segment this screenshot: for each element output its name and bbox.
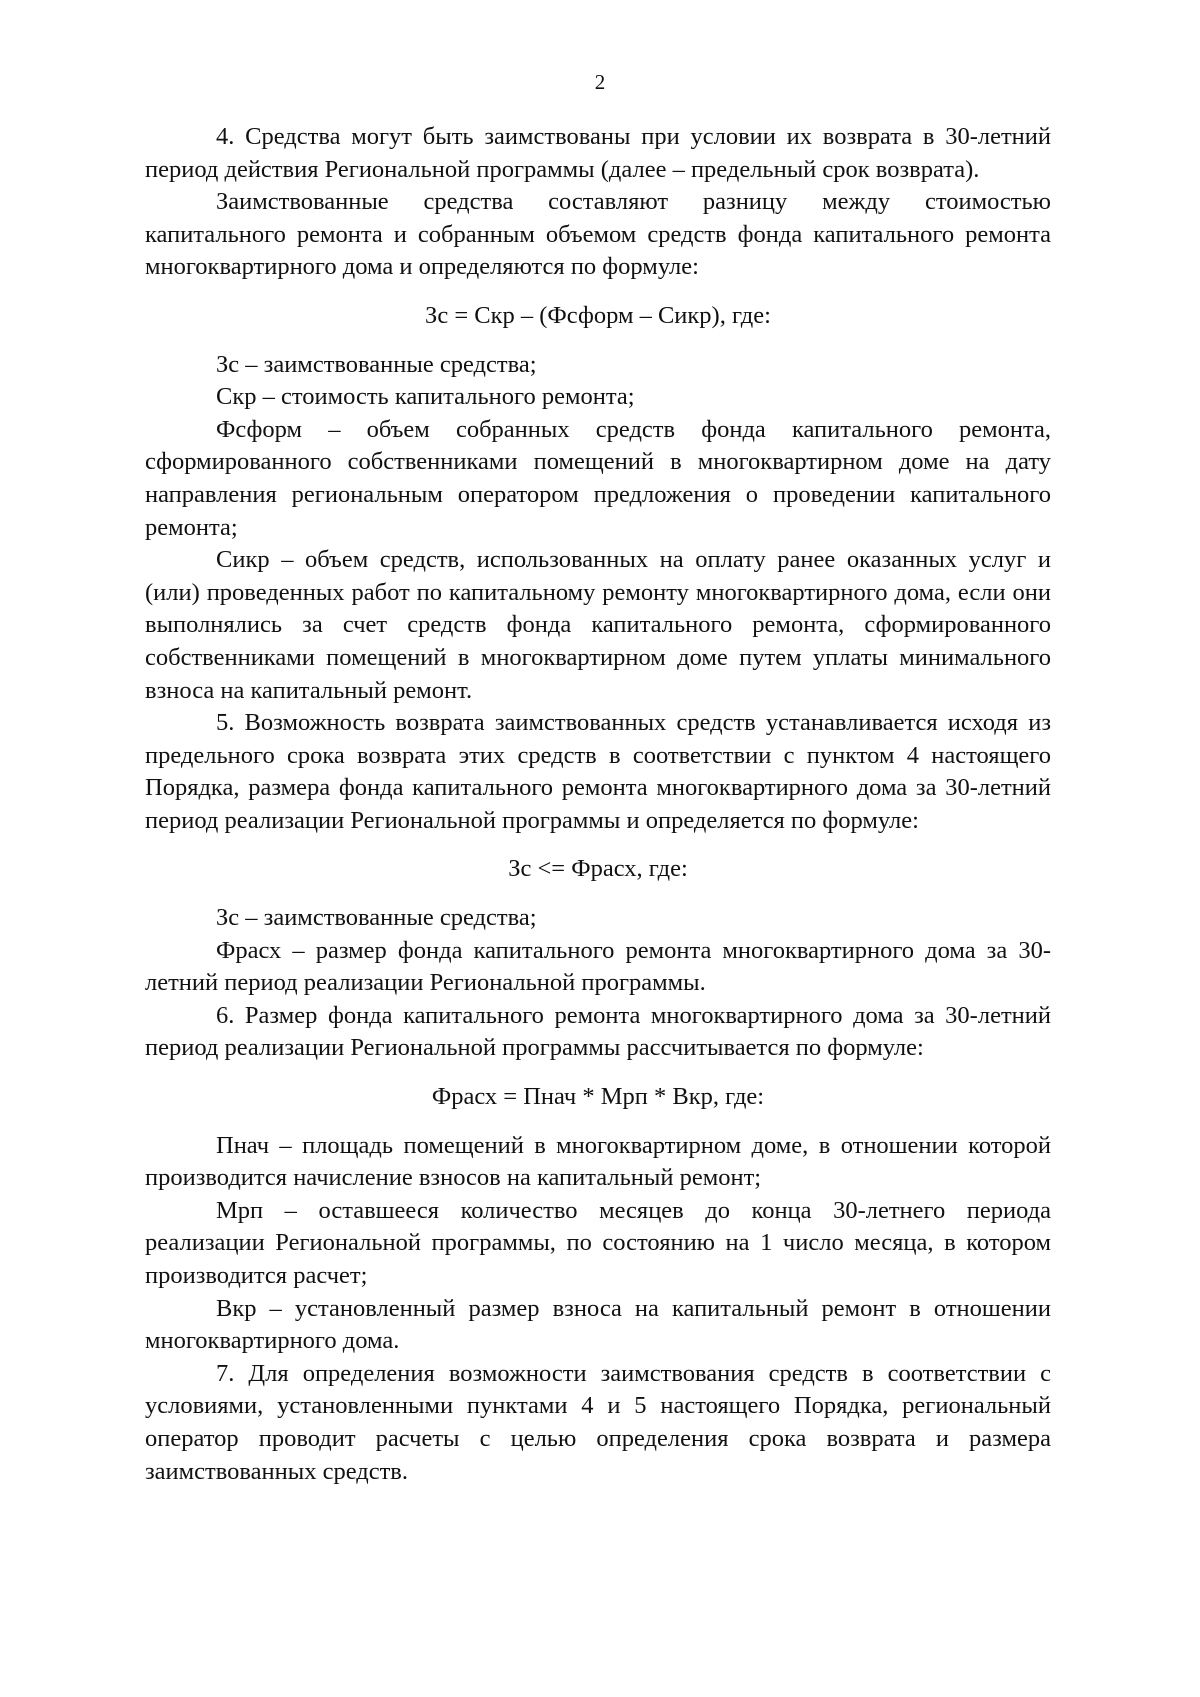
paragraph-7: 7. Для определения возможности заимствования средств в соответствии с условиями, установленными пунктами 4 и 5 настоящего Порядка, региональный оператор проводит расчеты с целью определения срока возврата и размера заимствованных средств. <box>145 1359 1051 1485</box>
definition-vkr: Вкр – установленный размер взноса на капитальный ремонт в отношении многоквартирного дома. <box>145 1294 1051 1355</box>
definition-frash: Фрасх – размер фонда капитального ремонта многоквартирного дома за 30-летний период реализации Региональной программы. <box>145 936 1051 997</box>
page-number: 2 <box>594 70 606 94</box>
definition-zs: Зс – заимствованные средства; <box>216 350 537 378</box>
paragraph-5: 5. Возможность возврата заимствованных средств устанавливается исходя из предельного срока возврата этих средств в соответствии с пунктом 4 настоящего Порядка, размера фонда капитального ремонта многоквартирного дома за 30-летний период реализации Региональной программы и определяется по формуле: <box>145 709 1051 834</box>
definition-sikr: Сикр – объем средств, использованных на оплату ранее оказанных услуг и (или) проведенных работ по капитальному ремонту многоквартирного дома, если они выполнялись за счет средств фонда капитального ремонта, сформированного собственниками помещений в многоквартирном доме путем уплаты минимального взноса на капитальный ремонт. <box>145 546 1051 704</box>
formula-borrowed-funds: Зс = Скр – (Фсформ – Сикр), где: <box>425 301 771 329</box>
formula-return-possibility: Зс <= Фрасх, где: <box>508 855 688 883</box>
paragraph-4: 4. Средства могут быть заимствованы при условии их возврата в 30-летний период действия Региональной программы (далее – предельный срок возврата). <box>145 123 1051 183</box>
formula-fund-size: Фрасх = Пнач * Мрп * Вкр, где: <box>431 1083 765 1111</box>
definition-fsform: Фсформ – объем собранных средств фонда капитального ремонта, сформированного собственниками помещений в многоквартирном доме на дату направления региональным оператором предложения о проведении капитального ремонта; <box>145 415 1051 541</box>
paragraph-borrowed-funds-definition: Заимствованные средства составляют разницу между стоимостью капитального ремонта и собранным объемом средств фонда капитального ремонта многоквартирного дома и определяются по формуле: <box>145 188 1051 281</box>
definition-pnach: Пнач – площадь помещений в многоквартирном доме, в отношении которой производится начисление взносов на капитальный ремонт; <box>145 1131 1051 1192</box>
document-body <box>145 121 1051 1488</box>
definition-mrp: Мрп – оставшееся количество месяцев до конца 30-летнего периода реализации Региональной программы, по состоянию на 1 число месяца, в котором производится расчет; <box>145 1196 1051 1289</box>
definition-zs-2: Зс – заимствованные средства; <box>216 904 537 932</box>
definition-skr: Скр – стоимость капитального ремонта; <box>216 383 635 411</box>
paragraph-6: 6. Размер фонда капитального ремонта многоквартирного дома за 30-летний период реализации Региональной программы рассчитывается по формуле: <box>145 1001 1051 1062</box>
